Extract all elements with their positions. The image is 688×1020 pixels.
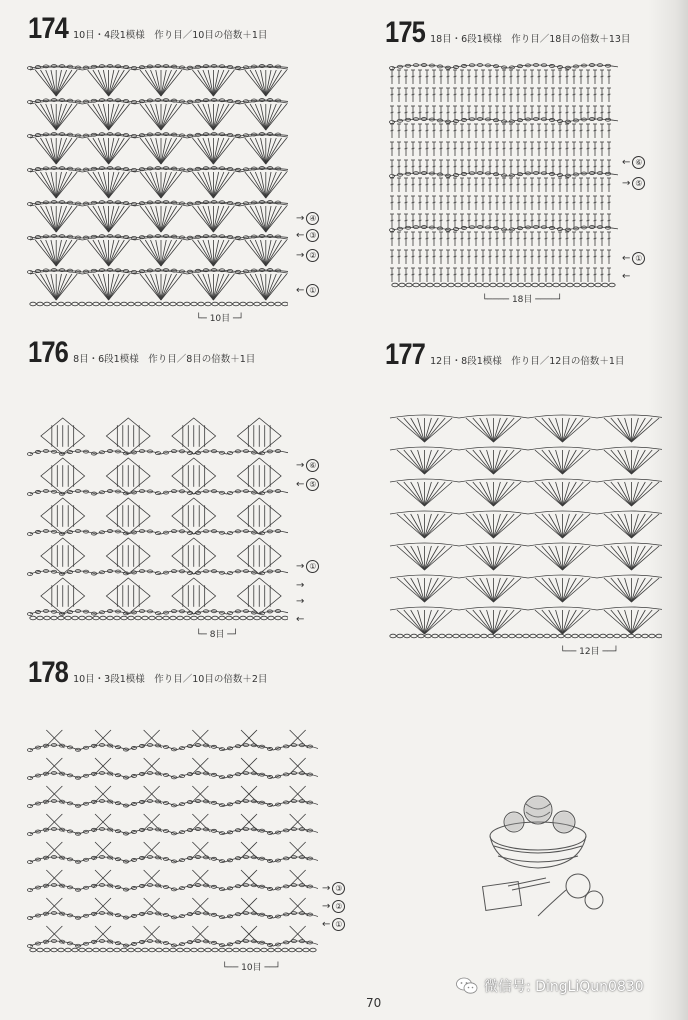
pattern-description: 8目・6段1模様 作り目／8目の倍数＋1目	[73, 354, 256, 365]
row-marker: ← ⑥	[622, 156, 645, 169]
pattern-number: 176	[28, 336, 69, 369]
crochet-chart	[26, 52, 288, 308]
yarn-basket-illustration	[478, 786, 608, 926]
page-number: 70	[366, 996, 382, 1010]
crochet-chart	[26, 376, 288, 622]
pattern-description: 12目・8段1模様 作り目／12目の倍数＋1目	[430, 356, 625, 367]
pattern-number: 178	[28, 656, 69, 689]
repeat-width-label: └─ 10目 ─┘	[196, 314, 244, 324]
wechat-icon	[456, 977, 478, 995]
row-marker: → ②	[322, 900, 345, 913]
crochet-chart	[26, 696, 318, 954]
row-marker: ←	[296, 614, 305, 625]
row-marker: → ⑤	[622, 177, 645, 190]
pattern-title	[385, 338, 624, 372]
repeat-width-label: └─ 8目 ─┘	[196, 630, 239, 640]
pattern-title	[385, 16, 630, 50]
pattern-description: 10目・4段1模様 作り目／10目の倍数＋1目	[73, 30, 268, 41]
repeat-width-label: └── 10目 ──┘	[222, 963, 281, 973]
watermark	[456, 976, 644, 996]
row-marker: → ④	[296, 212, 319, 225]
row-marker: ← ①	[296, 284, 319, 297]
pattern-number: 174	[28, 12, 69, 45]
row-marker: → ③	[322, 882, 345, 895]
pattern-title	[28, 12, 267, 46]
row-marker: ←	[622, 271, 631, 282]
row-marker: ← ③	[296, 229, 319, 242]
row-marker: ← ⑤	[296, 478, 319, 491]
row-marker: →	[296, 580, 305, 591]
repeat-width-label: └── 12目 ──┘	[560, 647, 619, 657]
row-marker: → ①	[296, 560, 319, 573]
pattern-number: 177	[385, 338, 426, 371]
row-marker: →	[296, 596, 305, 607]
row-marker: ← ①	[322, 918, 345, 931]
pattern-number: 175	[385, 16, 426, 49]
row-marker: → ②	[296, 249, 319, 262]
crochet-chart	[386, 378, 662, 640]
row-marker: ← ①	[622, 252, 645, 265]
watermark-text: 微信号: DingLiQun0830	[484, 979, 644, 995]
row-marker: → ⑥	[296, 459, 319, 472]
pattern-description: 18目・6段1模様 作り目／18目の倍数＋13目	[430, 34, 631, 45]
repeat-width-label: └──── 18目 ────┘	[482, 295, 563, 305]
pattern-description: 10目・3段1模様 作り目／10目の倍数＋2目	[73, 674, 268, 685]
pattern-title	[28, 656, 267, 690]
pattern-title	[28, 336, 255, 370]
crochet-chart	[386, 56, 618, 288]
